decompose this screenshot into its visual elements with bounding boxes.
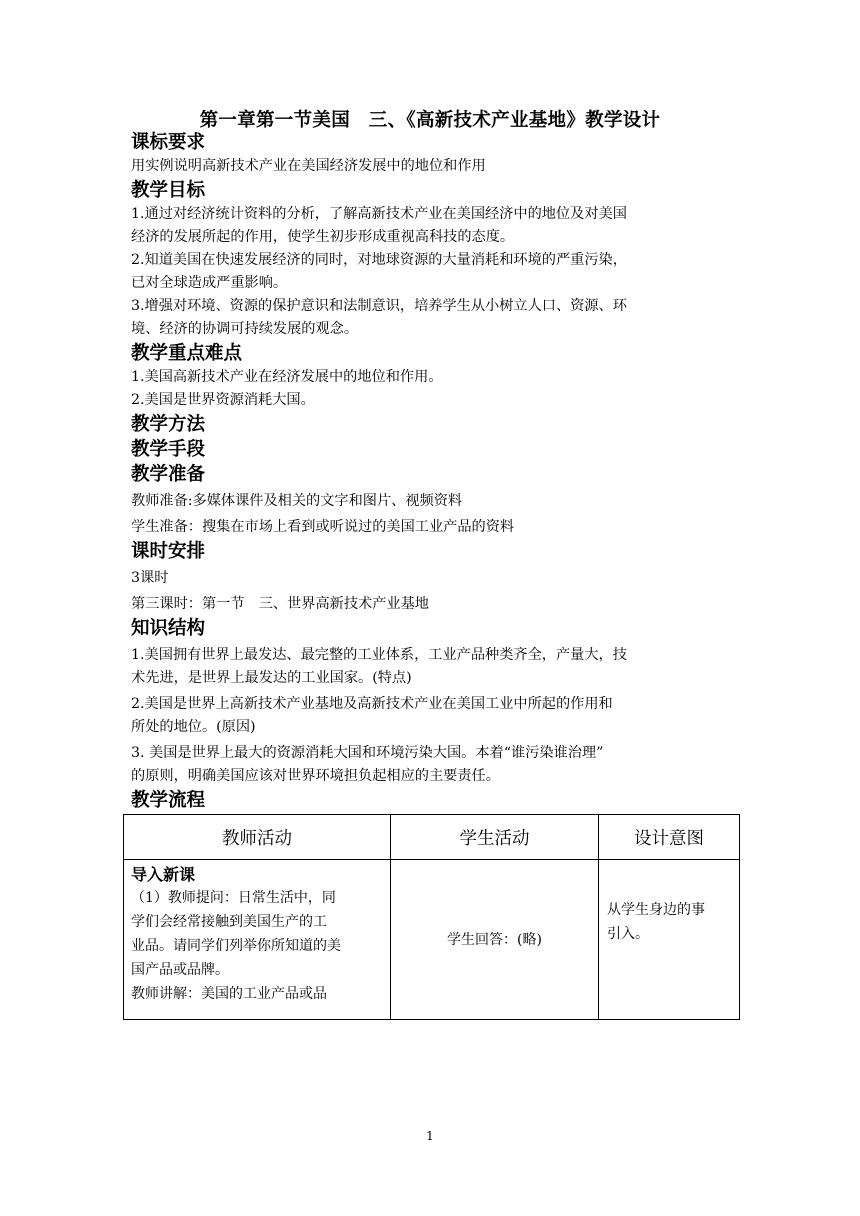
paragraph: 2.美国是世界资源消耗大国。 — [131, 392, 315, 408]
paragraph: 教师准备:多媒体课件及相关的文字和图片、视频资料 — [131, 493, 463, 509]
table-header-row — [124, 815, 740, 860]
heading-liucheng: 教学流程 — [131, 790, 206, 811]
paragraph: 2.美国是世界上高新技术产业基地及高新技术产业在美国工业中所起的作用和 — [131, 696, 613, 712]
header-teacher-activity: 教师活动 — [124, 815, 391, 860]
paragraph: 已对全球造成严重影响。 — [131, 275, 288, 291]
document-title: 第一章第一节美国 三、《高新技术产业基地》教学设计 — [199, 110, 661, 131]
cell-line: 业品。请同学们列举你所知道的美 — [131, 938, 341, 954]
page-number: 1 — [426, 1129, 434, 1143]
paragraph: 1.通过对经济统计资料的分析，了解高新技术产业在美国经济中的地位及对美国 — [131, 206, 627, 222]
teacher-activity-cell — [124, 860, 391, 1020]
teaching-flow-table — [123, 814, 740, 1020]
paragraph: 的原则，明确美国应该对世界环境担负起相应的主要责任。 — [131, 768, 500, 784]
cell-line: 从学生身边的事 — [607, 902, 705, 918]
document-body — [131, 130, 741, 1020]
heading-zhongdian: 教学重点难点 — [131, 343, 243, 364]
heading-zhishi: 知识结构 — [131, 618, 206, 639]
cell-line: 国产品或品牌。 — [131, 962, 229, 978]
paragraph: 3. 美国是世界上最大的资源消耗大国和环境污染大国。本着“谁污染谁治理” — [131, 745, 604, 761]
heading-zhunbei: 教学准备 — [131, 464, 206, 485]
table-row — [124, 860, 740, 1020]
paragraph: 3.增强对环境、资源的保护意识和法制意识，培养学生从小树立人口、资源、环 — [131, 298, 627, 314]
paragraph: 用实例说明高新技术产业在美国经济发展中的地位和作用 — [131, 158, 486, 174]
paragraph: 3课时 — [131, 570, 169, 586]
heading-kebiao: 课标要求 — [131, 132, 206, 153]
cell-line: 引入。 — [607, 926, 649, 942]
design-intent-cell — [599, 860, 740, 1020]
paragraph: 术先进，是世界上最发达的工业国家。(特点) — [131, 670, 412, 686]
heading-keshi: 课时安排 — [131, 541, 206, 562]
student-activity-cell — [391, 860, 599, 1020]
paragraph: 所处的地位。(原因) — [131, 719, 256, 735]
paragraph: 境、经济的协调可持续发展的观念。 — [131, 321, 359, 337]
paragraph: 1.美国拥有世界上最发达、最完整的工业体系，工业产品种类齐全，产量大，技 — [131, 647, 627, 663]
paragraph: 第三课时：第一节 三、世界高新技术产业基地 — [131, 596, 429, 612]
header-student-activity: 学生活动 — [391, 815, 599, 860]
cell-line: （1）教师提问：日常生活中，同 — [131, 890, 336, 906]
paragraph: 1.美国高新技术产业在经济发展中的地位和作用。 — [131, 369, 443, 385]
cell-line: 教师讲解：美国的工业产品或品 — [131, 986, 327, 1002]
heading-mubiao: 教学目标 — [131, 180, 206, 201]
paragraph: 学生准备：搜集在市场上看到或听说过的美国工业产品的资料 — [131, 519, 515, 535]
heading-shouduan: 教学手段 — [131, 439, 206, 460]
subheading-intro: 导入新课 — [131, 865, 196, 884]
cell-line: 学们会经常接触到美国生产的工 — [131, 914, 327, 930]
header-design-intent: 设计意图 — [599, 815, 740, 860]
heading-fangfa: 教学方法 — [131, 414, 206, 435]
paragraph: 经济的发展所起的作用，使学生初步形成重视高科技的态度。 — [131, 229, 515, 245]
cell-text: 学生回答：(略) — [447, 931, 542, 948]
paragraph: 2.知道美国在快速发展经济的同时，对地球资源的大量消耗和环境的严重污染， — [131, 252, 627, 268]
